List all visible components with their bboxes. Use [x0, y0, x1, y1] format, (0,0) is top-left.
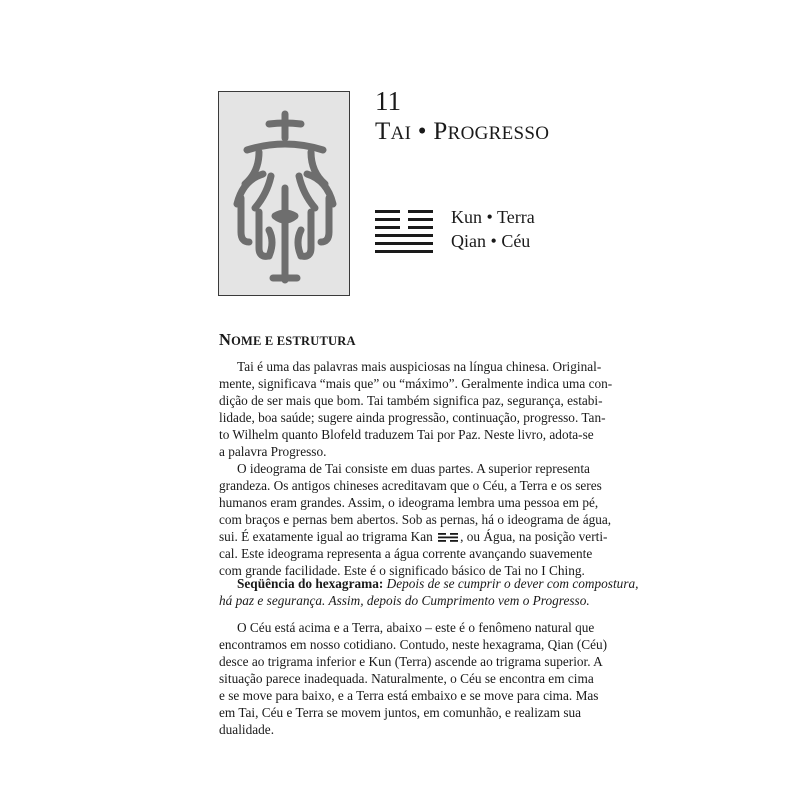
text-line: com grande facilidade. Este é o significado básico de Tai no I Ching.: [219, 563, 585, 579]
yin-line: [375, 218, 433, 221]
text-line: grandeza. Os antigos chineses acreditavam que o Céu, a Terra e os seres: [219, 478, 602, 494]
text-line: desce ao trigrama inferior e Kun (Terra) ascende ao trigrama superior. A: [219, 654, 603, 670]
yang-line: [375, 242, 433, 245]
tai-seal-icon: [219, 92, 351, 297]
text-line: Tai é uma das palavras mais auspiciosas na língua chinesa. Original-: [237, 359, 602, 374]
text-line: humanos eram grandes. Assim, o ideograma lembra uma pessoa em pé,: [219, 495, 599, 511]
paragraph-ideogram: [219, 460, 612, 579]
yin-line: [375, 210, 433, 213]
paragraph-heaven-earth: [219, 619, 608, 738]
hexagram-tai-icon: [375, 210, 433, 258]
yang-line: [375, 250, 433, 253]
chapter-number: 11: [375, 86, 401, 116]
sequence-line-2: há paz e segurança. Assim, depois do Cumprimento vem o Progresso.: [219, 593, 590, 609]
text-line: to Wilhelm quanto Blofeld traduzem Tai por Paz. Neste livro, adota-se: [219, 427, 594, 443]
text-line: encontramos em nosso cotidiano. Contudo, neste hexagrama, Qian (Céu): [219, 637, 608, 653]
seal-image-frame: [218, 91, 350, 296]
lower-trigram-label: Qian • Céu: [451, 231, 531, 251]
text-line: lidade, boa saúde; sugere ainda progressão, continuação, progresso. Tan-: [219, 410, 606, 426]
text-line: mente, significava “mais que” ou “máximo”. Geralmente indica uma con-: [219, 376, 613, 392]
text-line: dição de ser mais que bom. Tai também significa paz, segurança, estabi-: [219, 393, 603, 409]
chapter-title: TAI • PROGRESSO: [375, 118, 550, 145]
text-line: O Céu está acima e a Terra, abaixo – este é o fenômeno natural que: [237, 620, 595, 635]
text-line: a palavra Progresso.: [219, 444, 327, 460]
section-heading: NOME E ESTRUTURA: [219, 330, 356, 349]
text-line: e se move para baixo, e a Terra está embaixo e se move para cima. Mas: [219, 688, 599, 704]
text-line: dualidade.: [219, 722, 275, 738]
sequence-line-1: Depois de se cumprir o dever com compostura,: [386, 576, 639, 591]
text-line: em Tai, Céu e Terra se movem juntos, em comunhão, e realizam sua: [219, 705, 582, 721]
text-line: O ideograma de Tai consiste em duas partes. A superior representa: [237, 461, 590, 476]
yin-line: [375, 226, 433, 229]
text-line: cal. Este ideograma representa a água corrente avançando suavemente: [219, 546, 593, 562]
text-line-kan: sui. É exatamente igual ao trigrama Kan , ou Água, na posição verti-: [219, 529, 608, 545]
yang-line: [375, 234, 433, 237]
text-line: situação parece inadequada. Naturalmente, o Céu se encontra em cima: [219, 671, 594, 687]
paragraph-intro: [219, 358, 613, 460]
sequence-paragraph: [219, 575, 639, 609]
upper-trigram-label: Kun • Terra: [451, 207, 535, 227]
text-line: com braços e pernas bem abertos. Sob as pernas, há o ideograma de água,: [219, 512, 612, 528]
sequence-label: Seqüência do hexagrama:: [237, 576, 384, 591]
kan-trigram-icon: [438, 533, 458, 543]
